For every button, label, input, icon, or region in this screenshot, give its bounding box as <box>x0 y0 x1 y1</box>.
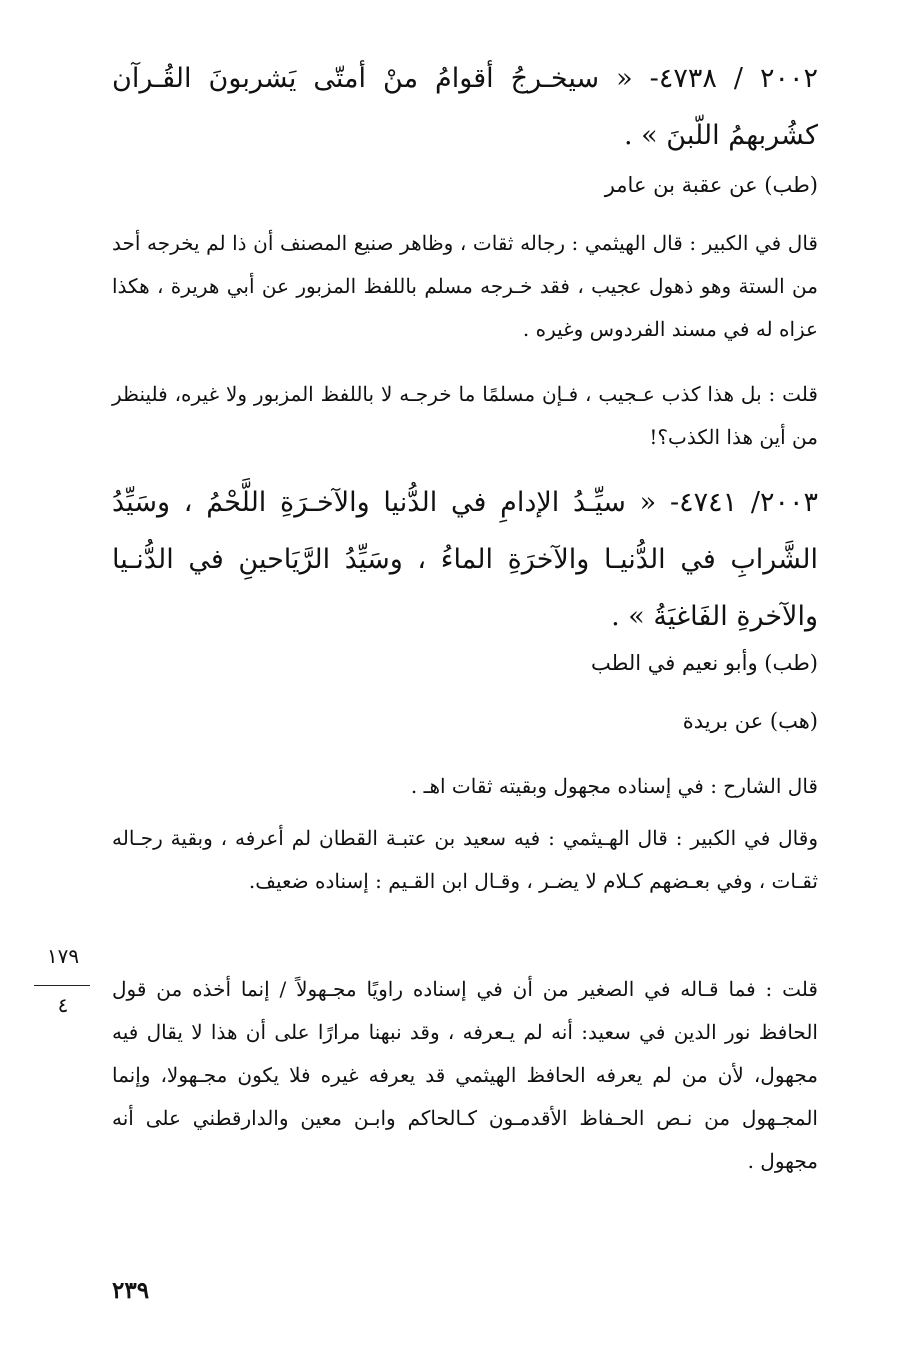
margin-volume-number: ٤ <box>57 993 69 1017</box>
hadith-2003-source-1: (طب) وأبو نعيم في الطب <box>590 651 818 675</box>
hadith-2003-source-2: (هب) عن بريدة <box>682 709 818 733</box>
hadith-2002-text: ٢٠٠٢ / ٤٧٣٨- « سيخـرجُ أقوامُ منْ أمتّى يَشربونَ القُـرآن كشُربهمُ اللّبنَ » . <box>112 63 818 151</box>
margin-divider <box>34 985 90 986</box>
hadith-2003-text: ٢٠٠٣/ ٤٧٤١- « سيِّـدُ الإدامِ في الدُّنيا والآخـرَةِ اللَّحْمُ ، وسَيِّدُ الشَّرابِ في الدُّنيـا والآخرَةِ الماءُ ، وسَيِّدُ الرَّيَاحينِ في الدُّنـيا والآخرةِ الفَاغيَةُ » . <box>112 487 818 632</box>
commentary-kabir-2002: قال في الكبير : قال الهيثمي : رجاله ثقات ، وظاهر صنيع المصنف أن ذا لم يخرجه أحد من الستة وهو ذهول عجيب ، فقد خـرجه مسلم باللفظ المزبور عن أبي هريرة ، هكذا عزاه له في مسند الفردوس وغيره . <box>112 231 818 341</box>
margin-volume-page: ١٧٩ <box>46 944 80 968</box>
commentary-sharih-2003: قال الشارح : في إسناده مجهول وبقيته ثقات اهـ . <box>410 774 818 798</box>
commentary-kabir-2003: وقال في الكبير : قال الهـيثمي : فيه سعيد بن عتبـة القطان لم أعرفه ، وبقية رجـاله ثقـات ، وفي بعـضهم كـلام لا يضـر ، وقـال ابن القـيم : إسناده ضعيف. <box>112 826 818 893</box>
hadith-2002-source: (طب) عن عقبة بن عامر <box>604 173 818 197</box>
author-note-2002: قلت : بل هذا كذب عـجيب ، فـإن مسلمًا ما خرجـه لا باللفظ المزبور ولا غيره، فلينظر من أين هذا الكذب؟! <box>112 382 818 449</box>
page-number: ٢٣٩ <box>112 1277 150 1304</box>
author-note-2003: قلت : فما قـاله في الصغير من أن في إسناده راويًا مجـهولاً / إنما أخذه من قول الحافظ نور الدين في سعيد: أنه لم يـعرفه ، وقد نبهنا مرارًا على أن هذا لا يقال فيه مجهول، لأن من لم يعرفه الحافظ الهيثمي قد يعرفه غيره فلا يكون مجـهولا، وإنما المجـهول من نـص الحـفاظ الأقدمـون كـالحاكم وابـن معين والدارقطني على أنه مجهول . <box>112 977 819 1173</box>
